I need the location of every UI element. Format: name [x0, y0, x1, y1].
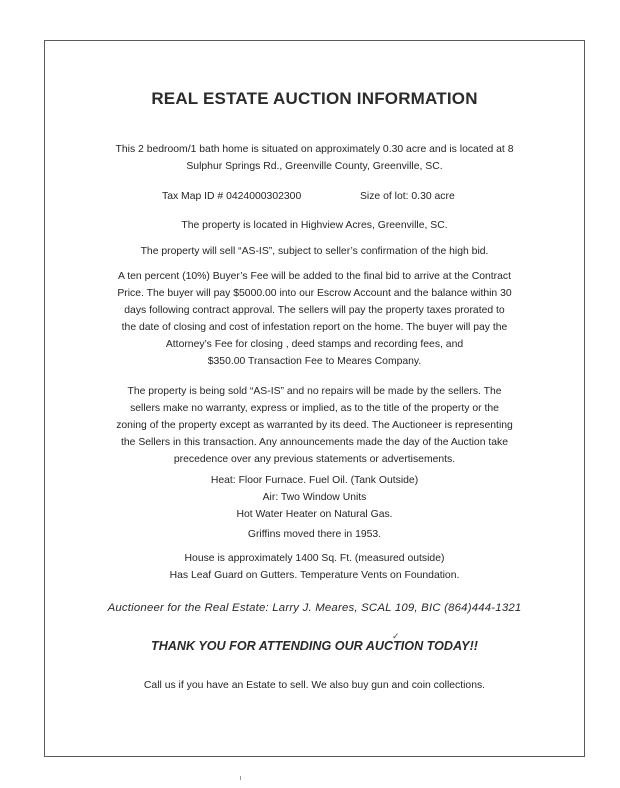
tax-map-id: Tax Map ID # 0424000302300 — [162, 191, 302, 202]
thank-you-message: THANK YOU FOR ATTENDING OUR AUCTION TODAY!! — [151, 639, 478, 653]
house-detail-line: House is approximately 1400 Sq. Ft. (measured outside) — [184, 553, 445, 564]
buyer-fee-line: A ten percent (10%) Buyer’s Fee will be added to the final bid to arrive at the Contract — [118, 271, 511, 282]
house-details — [55, 550, 574, 584]
disclaimer-line: precedence over any previous statements or advertisements. — [173, 454, 456, 465]
as-is-sale-line: The property will sell “AS-IS”, subject to seller’s confirmation of the high bid. — [140, 246, 489, 257]
intro-line: Sulphur Springs Rd., Greenville County, Greenville, SC. — [186, 161, 443, 172]
house-detail-line: Has Leaf Guard on Gutters. Temperature Vents on Foundation. — [169, 570, 460, 581]
buyer-fee-line: the date of closing and cost of infestation report on the home. The buyer will pay the — [121, 322, 508, 333]
history-line: Griffins moved there in 1953. — [247, 529, 382, 540]
intro-line: This 2 bedroom/1 bath home is situated on approximately 0.30 acre and is located at 8 — [115, 144, 514, 155]
handwritten-tick-mark: ✓ — [392, 631, 400, 641]
buyer-fee-line: days following contract approval. The sellers will pay the property taxes prorated to — [124, 305, 505, 316]
features-list — [55, 472, 574, 523]
disclaimer-paragraph — [55, 383, 574, 468]
feature-heat: Heat: Floor Furnace. Fuel Oil. (Tank Outside) — [210, 475, 419, 486]
disclaimer-line: zoning of the property except as warranted by its deed. The Auctioneer is representing — [116, 420, 513, 431]
call-us-line: Call us if you have an Estate to sell. We also buy gun and coin collections. — [143, 680, 486, 691]
disclaimer-line: The property is being sold “AS-IS” and no repairs will be made by the sellers. The — [127, 386, 502, 397]
lot-size: Size of lot: 0.30 acre — [360, 191, 455, 202]
page-title: REAL ESTATE AUCTION INFORMATION — [151, 89, 478, 108]
auctioneer-contact: Auctioneer for the Real Estate: Larry J. Meares, SCAL 109, BIC (864)444-1321 — [107, 602, 522, 614]
buyer-fee-line: Attorney’s Fee for closing , deed stamps and recording fees, and — [165, 339, 464, 350]
intro-paragraph — [55, 141, 574, 175]
buyer-fee-line: $350.00 Transaction Fee to Meares Company. — [207, 356, 422, 367]
disclaimer-line: sellers make no warranty, express or implied, as to the title of the property or the — [130, 403, 499, 414]
scan-mark — [240, 776, 241, 780]
feature-air: Air: Two Window Units — [262, 492, 367, 503]
feature-water-heater: Hot Water Heater on Natural Gas. — [236, 509, 393, 520]
buyer-fee-paragraph — [55, 268, 574, 370]
page-border — [44, 40, 585, 757]
location-line: The property is located in Highview Acres, Greenville, SC. — [181, 220, 448, 231]
buyer-fee-line: Price. The buyer will pay $5000.00 into our Escrow Account and the balance within 30 — [117, 288, 512, 299]
disclaimer-line: the Sellers in this transaction. Any announcements made the day of the Auction take — [121, 437, 508, 448]
